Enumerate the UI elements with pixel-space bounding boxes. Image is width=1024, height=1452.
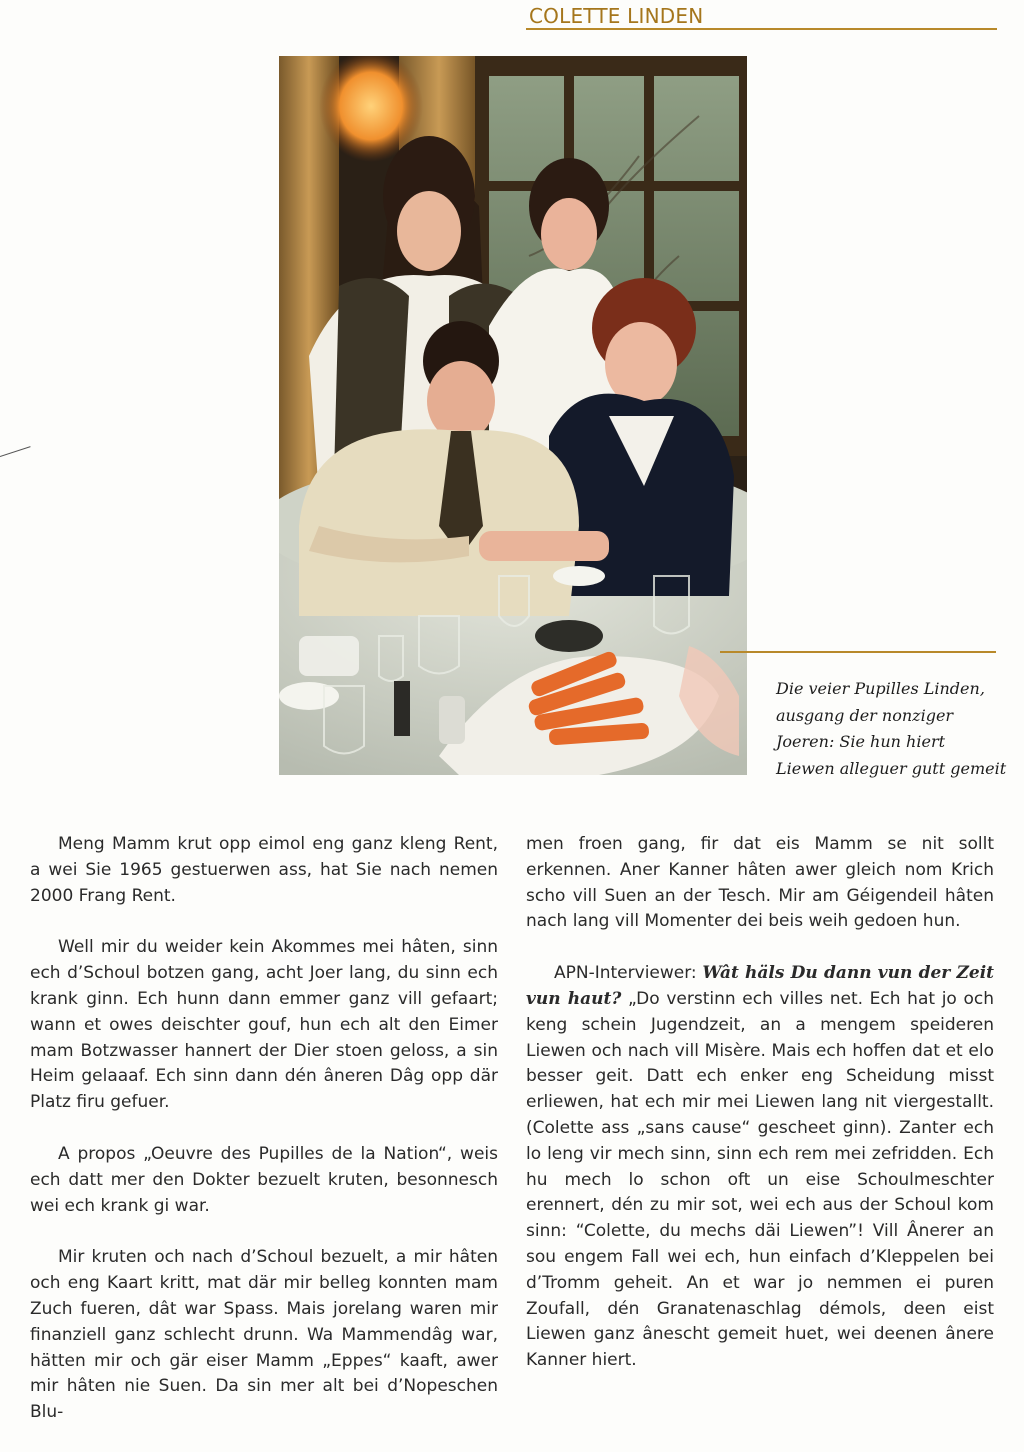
caption-line: Liewen alleguer gutt gemeit (776, 758, 1007, 778)
article-right-column (526, 832, 994, 1400)
article-paragraph: A propos „Oeuvre des Pupilles de la Nation“, weis ech datt mer den Dokter bezuelt kruten, besonnesch wei ech krank gi war. (30, 1143, 498, 1216)
caption-line: Die veier Pupilles Linden, (776, 679, 985, 698)
article-paragraph: men froen gang, fir dat eis Mamm se nit sollt erkennen. Aner Kanner hâten awer gleich nom Krich scho vill Suen an der Tesch. Mir am Géigendeil hâten nach lang vill Momenter dei beis weih gedoen hun. (526, 834, 994, 932)
caption-rule (720, 651, 996, 653)
caption-line: ausgang der nonziger (776, 705, 954, 725)
article-paragraph: Meng Mamm krut opp eimol eng ganz kleng Rent, a wei Sie 1965 gestuerwen ass, hat Sie nach nemen 2000 Frang Rent. (30, 834, 498, 906)
margin-mark (0, 446, 31, 457)
interviewer-label: APN-Interviewer: (554, 963, 697, 984)
interview-paragraph (526, 961, 994, 1374)
group-photo (279, 56, 747, 775)
header-rule (526, 28, 997, 30)
header-title: COLETTE LINDEN (529, 4, 704, 28)
article-left-column (30, 832, 498, 1452)
group-photo-image (279, 56, 747, 775)
article-paragraph: Mir kruten och nach d’Schoul bezuelt, a mir hâten och eng Kaart kritt, mat där mir belleg konnten mam Zuch fueren, dât war Spass. Mais jorelang waren mir finanziell ganz schlecht drunn. Wa Mammendâg war, hätten mir och gär eiser Mamm „Eppes“ kaaft, awer mir hâten nie Suen. Da sin mer alt bei d’Nopeschen Blu- (30, 1247, 498, 1423)
interview-answer: „Do verstinn ech villes net. Ech hat jo och keng schein Jugendzeit, an a mengem speideren Liewen och nach vill Misère. Mais ech hoffen dat et elo besser geit. Datt ech enker eng Scheidung misst erliewen, hat ech mir mei Liewen lang nit viergestallt. (Colette ass „sans cause“ gescheet ginn). Zanter ech lo leng vir mech sinn, sinn ech rem mei zefridden. Ech hu mech lo schon oft un eise Schoulmeschter erennert, dén zu mir sot, wei ech aus der Schoul kom sinn: “Colette, du mechs däi Liewen”! Vill Ânerer an sou engem Fall wei ech, hun einfach d’Kleppelen bei d’Tromm geheit. An et war jo nemmen ei puren Zoufall, dén Granatenaschlag démols, deen eist Liewen ganz ânescht gemeit huet, wei deenen ânere Kanner hiert. (526, 988, 994, 1371)
article-paragraph: Well mir du weider kein Akommes mei hâten, sinn ech d’Schoul botzen gang, acht Joer lang, du sinn ech krank ginn. Ech hunn dann emmer ganz vill gefaart; wann et owes deischter gouf, hun ech alt den Eimer mam Botzwasser hannert der Dier stoen geloss, a sin Heim gelaaaf. Ech sinn dann dén âneren Dâg opp där Platz firu gefuer. (30, 937, 498, 1113)
interview-question: Wât häls Du dann vun der Zeit vun haut? (526, 963, 995, 1009)
photo-caption (776, 676, 1006, 782)
caption-line: Joeren: Sie hun hiert (776, 732, 946, 751)
